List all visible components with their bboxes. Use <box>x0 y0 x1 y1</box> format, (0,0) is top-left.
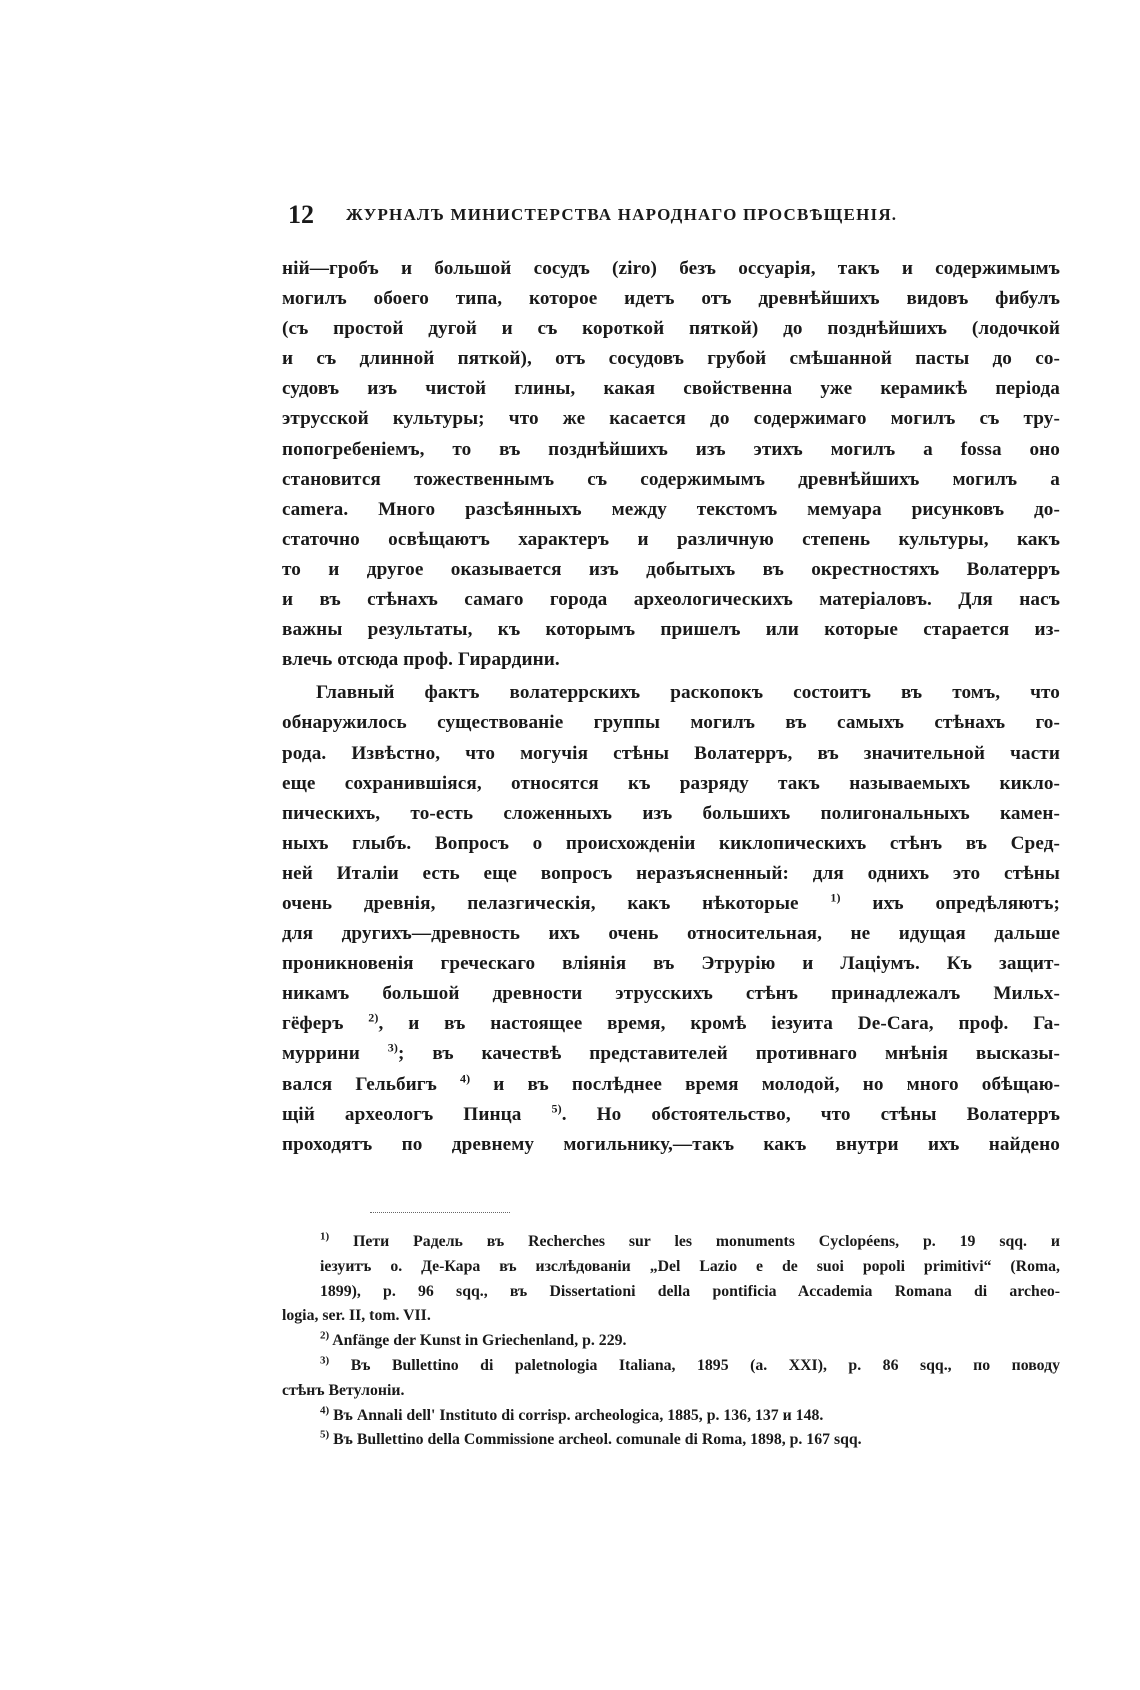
text-line: статочно освѣщаютъ характеръ и различную степень культуры, какъ <box>282 528 1060 550</box>
running-head: ЖУРНАЛЪ МИНИСТЕРСТВА НАРОДНАГО ПРОСВѢЩЕНІЯ. <box>346 205 898 224</box>
text-line: ныхъ глыбъ. Вопросъ о происхожденіи киклопическихъ стѣнъ въ Сред- <box>282 832 1060 854</box>
text-line: этрусской культуры; что же касается до содержимаго могилъ съ тру- <box>282 408 1060 430</box>
text-line: могилъ обоего типа, которое идетъ отъ древнѣйшихъ видовъ фибулъ <box>282 288 1060 310</box>
footnote-mark: 5) <box>320 1429 330 1442</box>
text-run: , и въ настоящее время, кромѣ іезуита De-Cara, проф. Га- <box>378 1013 1060 1035</box>
text-line: camera. Много разсѣянныхъ между текстомъ мемуара рисунковъ до- <box>282 498 1060 520</box>
footnote-2 <box>282 1329 1060 1354</box>
text-run: ихъ опредѣляютъ; <box>840 892 1060 914</box>
text-line: ней Италіи есть еще вопросъ неразъясненный: для однихъ это стѣны <box>282 862 1060 884</box>
footnote-text: Въ Bullettino della Commissione archeol. comunale di Roma, 1898, p. 167 sqq. <box>333 1431 862 1449</box>
footnote-3 <box>282 1354 1060 1404</box>
text-line: проходятъ по древнему могильнику,—такъ какъ внутри ихъ найдено <box>282 1133 1060 1155</box>
footnote-5 <box>282 1428 1060 1453</box>
footnote-ref-2[interactable]: 2) <box>368 1010 379 1025</box>
text-run: щій археологъ Пинца <box>282 1103 522 1125</box>
text-line: важны результаты, къ которымъ пришелъ или которые старается из- <box>282 619 1060 641</box>
text-line-with-note <box>282 1039 1060 1069</box>
footnote-line: стѣнъ Ветулоніи. <box>282 1381 405 1399</box>
footnote-4 <box>282 1404 1060 1429</box>
footnote-line: іезуитъ о. Де-Кара въ изслѣдованіи „Del Lazio e de suoi popoli primitivi“ (Roma, <box>320 1257 1060 1275</box>
text-line: судовъ изъ чистой глины, какая свойственна уже керамикѣ періода <box>282 378 1060 400</box>
footnote-1 <box>282 1230 1060 1329</box>
footnote-ref-5[interactable]: 5) <box>551 1101 562 1116</box>
text-line: обнаружилось существованіе группы могилъ въ самыхъ стѣнахъ го- <box>282 712 1060 734</box>
text-line: (съ простой дугой и съ короткой пяткой) до позднѣйшихъ (лодочкой <box>282 318 1060 340</box>
text-line: проникновенія греческаго вліянія въ Этрурію и Лаціумъ. Къ защит- <box>282 953 1060 975</box>
footnote-line <box>282 1354 1060 1379</box>
footnote-mark: 2) <box>320 1329 330 1342</box>
footnote-line: logia, ser. II, tom. VII. <box>282 1307 431 1325</box>
text-line-with-note <box>282 1070 1060 1100</box>
text-line: пическихъ, то-есть сложенныхъ изъ большихъ полигональныхъ камен- <box>282 802 1060 824</box>
footnote-mark: 3) <box>320 1354 330 1367</box>
text-run: муррини <box>282 1043 360 1065</box>
text-line-with-note <box>282 889 1060 919</box>
text-line: и съ длинной пяткой), отъ сосудовъ грубой смѣшанной пасты до со- <box>282 348 1060 370</box>
text-run: вался Гельбигъ <box>282 1073 437 1095</box>
text-line: влечь отсюда проф. Гирардини. <box>282 649 560 671</box>
text-run: ; въ качествѣ представителей противнаго мнѣнія высказы- <box>397 1043 1060 1065</box>
footnote-ref-4[interactable]: 4) <box>460 1071 471 1086</box>
text-line: Главный фактъ волатеррскихъ раскопокъ состоитъ въ томъ, что <box>316 682 1060 704</box>
text-line: попогребеніемъ, то въ позднѣйшихъ изъ этихъ могилъ a fossa оно <box>282 438 1060 460</box>
footnote-ref-1[interactable]: 1) <box>830 890 841 905</box>
page-number: 12 <box>288 200 314 229</box>
footnote-line: 1899), p. 96 sqq., въ Dissertationi della pontificia Accademia Romana di archeo- <box>320 1282 1060 1300</box>
footnotes <box>282 1230 1060 1453</box>
footnote-text: Въ Annali dell' Instituto di corrisp. archeologica, 1885, p. 136, 137 и 148. <box>333 1406 824 1424</box>
text-run: гёферъ <box>282 1013 344 1035</box>
footnote-mark: 1) <box>320 1230 330 1243</box>
footnote-mark: 4) <box>320 1404 330 1417</box>
text-line: рода. Извѣстно, что могучія стѣны Волатерръ, въ значительной части <box>282 742 1060 764</box>
footnote-ref-3[interactable]: 3) <box>387 1041 398 1056</box>
page-header <box>288 200 1060 230</box>
text-line-with-note <box>282 1100 1060 1130</box>
text-line: то и другое оказывается изъ добытыхъ въ окрестностяхъ Волатерръ <box>282 558 1060 580</box>
text-line: никамъ большой древности этрусскихъ стѣнъ принадлежалъ Мильх- <box>282 983 1060 1005</box>
text-line-with-note <box>282 1009 1060 1039</box>
footnote-line <box>282 1230 1060 1255</box>
footnote-text: Пети Радель въ Recherches sur les monuments Cyclopéens, p. 19 sqq. и <box>353 1233 1060 1250</box>
text-run: . Но обстоятельство, что стѣны Волатерръ <box>561 1103 1060 1125</box>
text-line: становится тожественнымъ съ содержимымъ древнѣйшихъ могилъ a <box>282 468 1060 490</box>
footnote-text: Въ Bullettino di paletnologia Italiana, 1895 (a. XXI), p. 86 sqq., по поводу <box>350 1356 1060 1374</box>
text-run: и въ послѣднее время молодой, но много обѣщаю- <box>470 1073 1060 1095</box>
text-line: ній—гробъ и большой сосудъ (ziro) безъ оссуарія, такъ и содержимымъ <box>282 258 1060 279</box>
text-line: еще сохранившіяся, относятся къ разряду такъ называемыхъ кикло- <box>282 772 1060 794</box>
footnote-text: Anfänge der Kunst in Griechenland, p. 229. <box>332 1332 627 1350</box>
text-line: для другихъ—древность ихъ очень относительная, не идущая дальше <box>282 923 1060 945</box>
main-text <box>282 254 1060 1160</box>
footnote-separator <box>370 1212 510 1213</box>
text-run: очень древнія, пелазгическія, какъ нѣкоторые <box>282 892 799 914</box>
text-line: и въ стѣнахъ самаго города археологическихъ матеріаловъ. Для насъ <box>282 589 1060 611</box>
